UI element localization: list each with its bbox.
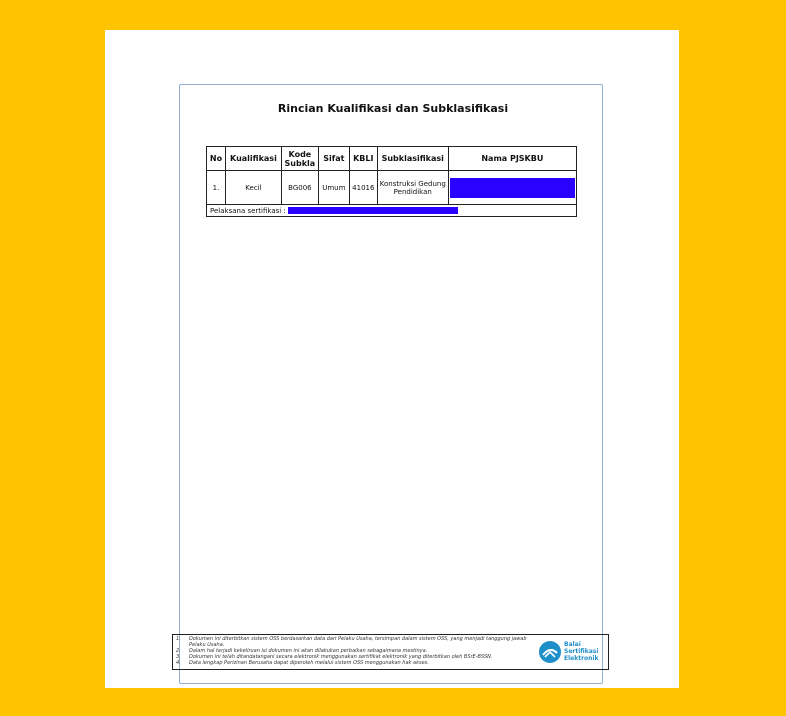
footer-note: 2. Dalam hal terjadi kekeliruan isi dokumen ini akan dilakukan perbaikan sebagaimana mestinya. [176, 648, 428, 654]
header-kode-subkla: Kode Subkla [281, 147, 318, 171]
table-row [207, 171, 577, 205]
cell-kbli: 41016 [349, 171, 377, 205]
table-header-row [207, 147, 577, 171]
footer-notes [176, 636, 544, 666]
header-kbli: KBLI [349, 147, 377, 171]
document-page [105, 30, 679, 688]
pelaksana-row [207, 205, 577, 217]
document-footer [172, 634, 609, 670]
footer-note: Pelaku Usaha. [189, 642, 225, 648]
header-kualifikasi: Kualifikasi [225, 147, 281, 171]
qualification-table [206, 146, 577, 217]
bsre-logo [538, 640, 608, 666]
cell-kode-subkla: BG006 [281, 171, 318, 205]
document-title: Rincian Kualifikasi dan Subklasifikasi [277, 102, 509, 115]
cell-subklasifikasi: Konstruksi Gedung Pendidikan [377, 171, 448, 205]
header-no: No [207, 147, 226, 171]
bsre-logo-icon [538, 640, 562, 664]
cell-sifat: Umum [318, 171, 349, 205]
header-subklasifikasi: Subklasifikasi [377, 147, 448, 171]
bsre-logo-text: Balai Sertifikasi Elektronik [564, 641, 599, 662]
pelaksana-cell [207, 205, 577, 217]
header-sifat: Sifat [318, 147, 349, 171]
footer-note: 1. Dokumen ini diterbitkan sistem OSS berdasarkan data dari Pelaku Usaha, tersimpan dalam sistem OSS, yang menjadi tanggung jawab [176, 636, 527, 642]
redaction-block [288, 207, 458, 214]
cell-no: 1. [207, 171, 226, 205]
cell-nama-pjskbu-redacted [448, 171, 576, 205]
header-nama-pjskbu: Nama PJSKBU [448, 147, 576, 171]
footer-note: 4. Data lengkap Perizinan Berusaha dapat diperoleh melalui sistem OSS menggunakan hak akses. [176, 660, 429, 666]
pelaksana-label: Pelaksana sertifikasi : [210, 206, 286, 215]
footer-note: 3. Dokumen ini telah ditandatangani secara elektronik menggunakan sertifikat elektronik yang diterbitkan oleh BSrE-BSSN. [176, 654, 493, 660]
cell-kualifikasi: Kecil [225, 171, 281, 205]
redaction-block [450, 178, 575, 198]
